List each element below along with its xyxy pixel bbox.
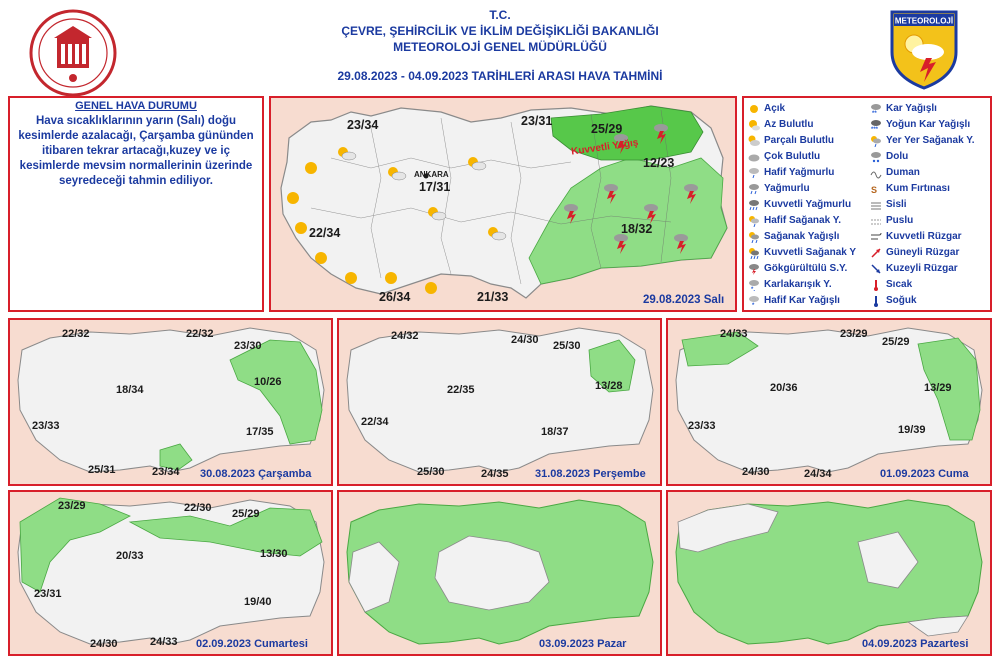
sleet-icon [748, 279, 760, 291]
legend-item [748, 101, 785, 116]
fog-icon [870, 199, 882, 211]
svg-text:*: * [752, 302, 755, 307]
main-map-temp: 17/31 [419, 180, 451, 194]
light-shower-icon [748, 215, 760, 227]
legend-item [748, 293, 840, 308]
north-wind-icon [870, 263, 882, 275]
sun-icon [385, 272, 397, 284]
legend-item [748, 197, 851, 212]
legend-label: Parçalı Bulutlu [764, 135, 835, 146]
day-temp: 24/34 [804, 468, 832, 480]
day-temp: 25/30 [553, 340, 581, 352]
day-map-svg [339, 492, 660, 654]
legend-label: Kuvvetli Yağmurlu [764, 199, 852, 210]
legend-item [748, 133, 834, 148]
legend-label: Sağanak Yağışlı [764, 231, 840, 242]
main-map-temp: 22/34 [309, 226, 341, 240]
legend-label: Hafif Yağmurlu [764, 167, 835, 178]
day-date: 30.08.2023 Çarşamba [200, 468, 312, 480]
day-temp: 23/33 [688, 420, 716, 432]
legend-item [748, 245, 856, 260]
day-temp: 23/34 [152, 466, 180, 478]
legend-item [870, 133, 975, 148]
legend-item [870, 197, 907, 212]
day-temp: 24/35 [481, 468, 509, 480]
day-temp: 22/35 [447, 384, 475, 396]
header-tc: T.C. [489, 8, 511, 22]
day-temp: 24/33 [720, 328, 748, 340]
day-temp: 23/30 [234, 340, 262, 352]
light-rain-icon [748, 167, 760, 179]
day-temp: 22/32 [186, 328, 214, 340]
main-map-temp: 18/32 [621, 222, 653, 236]
sun-icon [295, 222, 307, 234]
legend-item [870, 181, 950, 196]
day-temp: 10/26 [254, 376, 282, 388]
legend-label: Hafif Kar Yağışlı [764, 295, 840, 306]
heavy-shower-icon [748, 247, 760, 259]
sandstorm-icon [870, 183, 882, 195]
thunderstorm-icon [748, 263, 760, 275]
legend-label: Sıcak [886, 279, 913, 290]
sun-icon [287, 192, 299, 204]
legend-label: Yer Yer Sağanak Y. [886, 135, 975, 146]
general-weather-title: GENEL HAVA DURUMU [75, 100, 197, 112]
day-map-panel [666, 490, 992, 656]
legend-label: Hafif Sağanak Y. [764, 215, 842, 226]
day-temp: 20/36 [770, 382, 798, 394]
snow-icon [870, 103, 882, 115]
legend-item [748, 165, 834, 180]
main-map-temp: 23/31 [521, 114, 553, 128]
day-temp: 18/37 [541, 426, 569, 438]
header [0, 0, 1000, 95]
legend-item [748, 117, 813, 132]
rain-icon [748, 183, 760, 195]
day-date: 03.09.2023 Pazar [539, 638, 627, 650]
sun-icon [425, 282, 437, 294]
partly-cloudy-icon [748, 135, 760, 147]
legend-item [748, 213, 841, 228]
day-temp: 22/34 [361, 416, 389, 428]
legend-item [748, 277, 832, 292]
day-temp: 13/30 [260, 548, 288, 560]
legend-label: Açık [764, 103, 786, 114]
day-temp: 24/30 [90, 638, 118, 650]
day-temp: 25/29 [882, 336, 910, 348]
legend-label: Yoğun Kar Yağışlı [886, 119, 971, 130]
hot-icon [870, 279, 882, 291]
day-temp: 20/33 [116, 550, 144, 562]
day-map-svg [10, 492, 331, 654]
legend-item [870, 261, 958, 276]
legend-item [870, 101, 937, 116]
smoke-icon [870, 167, 882, 179]
main-map-temp: 23/34 [347, 118, 379, 132]
day-map-svg [339, 320, 660, 484]
day-map-panel [8, 490, 333, 656]
legend-label: Sisli [886, 199, 907, 210]
main-map-panel [269, 96, 737, 312]
legend-label: Kuzeyli Rüzgar [886, 263, 958, 274]
legend-item [870, 165, 920, 180]
day-temp: 25/29 [232, 508, 260, 520]
shower-icon [748, 231, 760, 243]
day-temp: 19/40 [244, 596, 272, 608]
header-ministry: ÇEVRE, ŞEHİRCİLİK VE İKLİM DEĞİŞİKLİĞİ BAKANLIĞI [341, 24, 659, 38]
day-temp: 13/29 [924, 382, 952, 394]
day-date: 01.09.2023 Cuma [880, 468, 969, 480]
legend-item [870, 213, 913, 228]
mostly-sunny-icon [748, 119, 760, 131]
day-temp: 22/32 [62, 328, 90, 340]
main-map-city-ankara: ANKARA [414, 170, 449, 179]
main-map-temp: 12/23 [643, 156, 675, 170]
day-temp: 24/33 [150, 636, 178, 648]
day-temp: 23/31 [34, 588, 62, 600]
main-map-temp: 26/34 [379, 290, 411, 304]
heavy-rain-icon [748, 199, 760, 211]
svg-text:S: S [871, 184, 878, 195]
day-date: 02.09.2023 Cumartesi [196, 638, 308, 650]
legend-label: Çok Bulutlu [764, 151, 821, 162]
legend-item [870, 245, 959, 260]
legend-label: Kuvvetli Sağanak Y [764, 247, 857, 258]
general-weather-text: Hava sıcaklıklarının yarın (Salı) doğu kesimlerde azalacağı, Çarşamba gününden itibaren tekrar artacağı,kuzey ve iç kesimlerde mevsim normallerinin üzerinde seyredeceği tahmin ediliyor. [18, 115, 254, 187]
haze-icon [870, 215, 882, 227]
day-temp: 25/30 [417, 466, 445, 478]
svg-text:***: *** [871, 126, 879, 131]
day-temp: 25/31 [88, 464, 116, 476]
legend-item [870, 229, 962, 244]
day-temp: 17/35 [246, 426, 274, 438]
legend-label: Soğuk [886, 295, 917, 306]
legend-item [870, 149, 908, 164]
meteoroloji-logo-icon [884, 6, 964, 90]
day-temp: 24/32 [391, 330, 419, 342]
legend-item [748, 261, 847, 276]
day-temp: 24/30 [511, 334, 539, 346]
day-temp: 23/33 [32, 420, 60, 432]
legend-label: Kum Fırtınası [886, 183, 950, 194]
day-date: 04.09.2023 Pazartesi [862, 638, 969, 650]
day-temp: 18/34 [116, 384, 144, 396]
main-map-temp: 25/29 [591, 122, 623, 136]
legend-item [748, 229, 839, 244]
header-date-range: 29.08.2023 - 04.09.2023 TARİHLERİ ARASI HAVA TAHMİNİ [337, 69, 663, 83]
legend-label: Duman [886, 167, 920, 178]
main-map-temp: 21/33 [477, 290, 509, 304]
hail-icon [870, 151, 882, 163]
south-wind-icon [870, 247, 882, 259]
day-temp: 23/29 [840, 328, 868, 340]
day-map-panel [337, 318, 662, 486]
sun-icon [345, 272, 357, 284]
legend-label: Dolu [886, 151, 909, 162]
legend-label: Karlakarışık Y. [764, 279, 832, 290]
day-map-panel [666, 318, 992, 486]
day-map-panel [8, 318, 333, 486]
legend-item [748, 149, 820, 164]
legend-label: Gökgürültülü S.Y. [764, 263, 848, 274]
cold-icon [870, 295, 882, 307]
sun-icon [315, 252, 327, 264]
local-shower-icon [870, 135, 882, 147]
heavy-snow-icon [870, 119, 882, 131]
legend-item [870, 277, 912, 292]
sun-icon [748, 103, 760, 115]
general-weather-panel [8, 96, 264, 312]
legend-label: Kar Yağışlı [886, 103, 937, 114]
day-temp: 19/39 [898, 424, 926, 436]
day-map-svg [10, 320, 331, 484]
legend-item [870, 293, 917, 308]
day-temp: 24/30 [742, 466, 770, 478]
cloudy-icon [748, 151, 760, 163]
day-temp: 13/28 [595, 380, 623, 392]
day-temp: 22/30 [184, 502, 212, 514]
legend-panel [742, 96, 992, 312]
header-directorate: METEOROLOJİ GENEL MÜDÜRLÜĞÜ [393, 40, 607, 54]
day-temp: 23/29 [58, 500, 86, 512]
legend-label: Puslu [886, 215, 914, 226]
legend-label: Yağmurlu [764, 183, 810, 194]
sun-icon [305, 162, 317, 174]
main-map-svg [271, 98, 735, 310]
legend-item [748, 181, 810, 196]
main-map-warning: Kuvvetli Yağış [570, 137, 640, 158]
day-map-svg [668, 320, 990, 484]
day-map-svg [668, 492, 990, 654]
svg-text:**: ** [872, 110, 877, 115]
day-date: 31.08.2023 Perşembe [535, 468, 646, 480]
light-snow-icon [748, 295, 760, 307]
svg-text:*,: *, [751, 286, 756, 291]
legend-label: Kuvvetli Rüzgar [886, 231, 962, 242]
strong-wind-icon [870, 231, 882, 243]
legend-label: Az Bulutlu [764, 119, 814, 130]
main-map-date: 29.08.2023 Salı [643, 294, 725, 306]
day-map-panel [337, 490, 662, 656]
legend-item [870, 117, 970, 132]
logo-text: METEOROLOJİ [894, 16, 954, 26]
legend-label: Güneyli Rüzgar [886, 247, 960, 258]
